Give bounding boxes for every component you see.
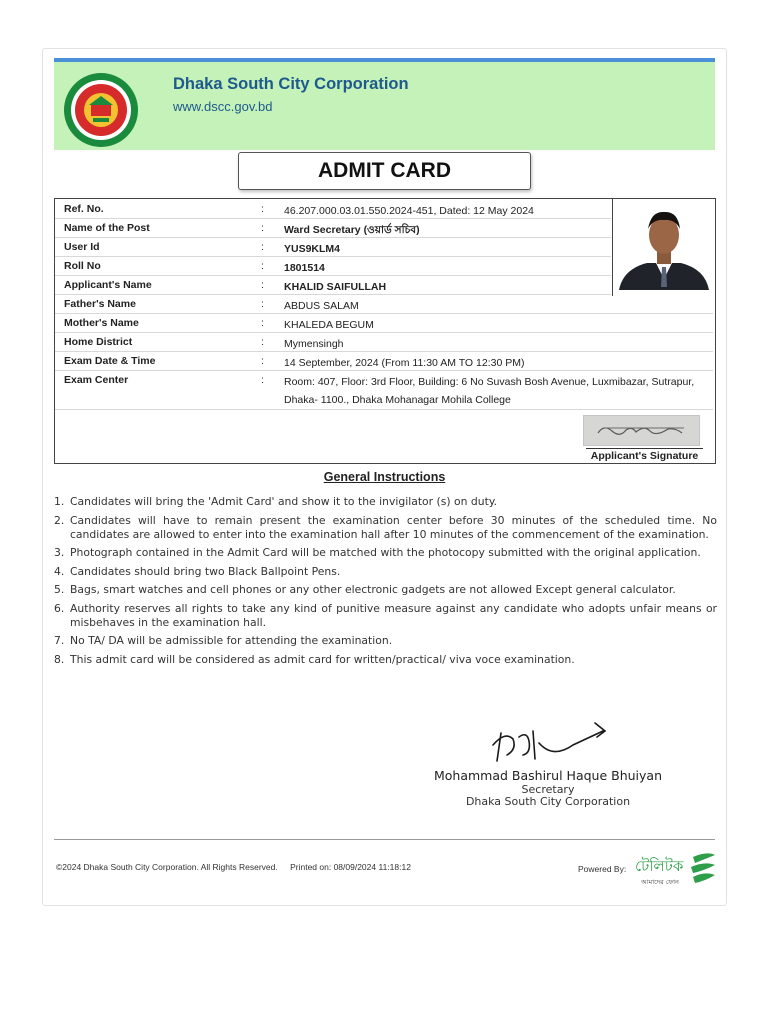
item-number: 7. bbox=[54, 634, 65, 647]
row-label: Ref. No. bbox=[64, 203, 104, 215]
item-number: 4. bbox=[54, 564, 65, 578]
footer-divider bbox=[54, 839, 715, 840]
row-colon: : bbox=[261, 203, 264, 215]
brand-tagline: আমাদের ফোন bbox=[641, 878, 679, 886]
item-number: 8. bbox=[54, 652, 65, 666]
info-row-ref-no bbox=[55, 199, 611, 219]
row-colon: : bbox=[261, 279, 264, 291]
item-number: 6. bbox=[54, 601, 65, 615]
printed-on-text: Printed on: 08/09/2024 11:18:12 bbox=[290, 862, 411, 872]
info-row-exam-center bbox=[55, 370, 713, 410]
item-text: Candidates will bring the 'Admit Card' and show it to the invigilator (s) on duty. bbox=[70, 495, 498, 508]
row-value: ABDUS SALAM bbox=[284, 300, 359, 312]
row-label: User Id bbox=[64, 241, 100, 253]
row-colon: : bbox=[261, 336, 264, 348]
brand-name: টেলিটক bbox=[635, 857, 684, 875]
info-row-exam-date bbox=[55, 351, 713, 371]
applicant-photo bbox=[612, 199, 715, 296]
instruction-item bbox=[54, 634, 717, 648]
info-row-post bbox=[55, 218, 611, 238]
row-label: Mother's Name bbox=[64, 317, 139, 329]
row-label: Name of the Post bbox=[64, 222, 150, 234]
row-label: Father's Name bbox=[64, 298, 136, 310]
row-value: 14 September, 2024 (From 11:30 AM TO 12:30 PM) bbox=[284, 357, 525, 369]
instruction-item bbox=[54, 546, 717, 560]
teletalk-logo-icon bbox=[635, 849, 717, 889]
instruction-item bbox=[54, 602, 717, 630]
item-number: 2. bbox=[54, 513, 65, 527]
row-value: KHALEDA BEGUM bbox=[284, 319, 374, 331]
admit-card bbox=[42, 48, 727, 906]
item-text: This admit card will be considered as admit card for written/practical/ viva voce examination. bbox=[70, 652, 575, 666]
applicant-info-table bbox=[54, 198, 716, 464]
admit-card-title: ADMIT CARD bbox=[238, 152, 531, 190]
footer-info bbox=[56, 862, 411, 872]
row-value: Room: 407, Floor: 3rd Floor, Building: 6 No Suvash Bosh Avenue, Luxmibazar, Sutrapur, Dhaka- 1100., Dhaka Mohanagar Mohila College bbox=[284, 376, 695, 406]
row-colon: : bbox=[261, 298, 264, 310]
secretary-organization: Dhaka South City Corporation bbox=[465, 795, 631, 808]
item-text: Candidates will have to remain present the examination center before 30 minutes of the scheduled time. No candidates are allowed to enter into the examination hall after 10 minutes of the commencement of the examination. bbox=[70, 513, 717, 541]
row-colon: : bbox=[261, 317, 264, 329]
dscc-logo-icon bbox=[63, 72, 139, 148]
info-row-mother-name bbox=[55, 313, 713, 333]
copyright-text: ©2024 Dhaka South City Corporation. All Rights Reserved. bbox=[56, 862, 278, 872]
item-text: No TA/ DA will be admissible for attending the examination. bbox=[70, 634, 393, 647]
secretary-signature bbox=[483, 709, 613, 769]
item-text: Photograph contained in the Admit Card will be matched with the photocopy submitted with the original application. bbox=[70, 546, 701, 559]
row-colon: : bbox=[261, 260, 264, 272]
row-colon: : bbox=[261, 222, 264, 234]
item-number: 1. bbox=[54, 495, 65, 508]
secretary-designation: Secretary bbox=[521, 783, 575, 796]
secretary-name: Mohammad Bashirul Haque Bhuiyan bbox=[433, 768, 663, 783]
row-colon: : bbox=[261, 355, 264, 367]
row-value: Mymensingh bbox=[284, 338, 344, 350]
applicant-signature-label: Applicant's Signature bbox=[586, 448, 703, 462]
general-instructions-title: General Instructions bbox=[323, 470, 446, 484]
row-colon: : bbox=[261, 374, 264, 386]
row-label: Home District bbox=[64, 336, 133, 348]
instructions-list bbox=[54, 495, 717, 671]
instruction-item bbox=[54, 583, 717, 597]
info-row-roll-no bbox=[55, 256, 611, 276]
row-value: KHALID SAIFULLAH bbox=[284, 281, 387, 293]
instruction-item bbox=[54, 495, 717, 509]
info-row-home-district bbox=[55, 332, 713, 352]
row-colon: : bbox=[261, 241, 264, 253]
org-name: Dhaka South City Corporation bbox=[173, 75, 409, 93]
item-text: Authority reserves all rights to take any kind of punitive measure against any candidate who adopts unfair means or misbehaves in the examination hall. bbox=[70, 601, 717, 629]
row-value: YUS9KLM4 bbox=[284, 243, 341, 255]
row-value: 46.207.000.03.01.550.2024-451, Dated: 12 May 2024 bbox=[284, 205, 534, 217]
instruction-item bbox=[54, 565, 717, 579]
item-number: 3. bbox=[54, 546, 65, 559]
instruction-item bbox=[54, 514, 717, 542]
row-value: Ward Secretary (ওয়ার্ড সচিব) bbox=[284, 224, 420, 236]
item-text: Candidates should bring two Black Ballpoint Pens. bbox=[70, 564, 341, 578]
row-label: Roll No bbox=[64, 260, 101, 272]
instruction-item bbox=[54, 653, 717, 667]
row-label: Applicant's Name bbox=[64, 279, 152, 291]
item-number: 5. bbox=[54, 583, 65, 596]
applicant-signature bbox=[583, 415, 700, 446]
row-label: Exam Center bbox=[64, 374, 129, 386]
org-url: www.dscc.gov.bd bbox=[173, 99, 273, 114]
info-row-applicant-name bbox=[55, 275, 611, 295]
row-label: Exam Date & Time bbox=[64, 355, 156, 367]
info-row-father-name bbox=[55, 294, 713, 314]
powered-by-label: Powered By: bbox=[578, 864, 627, 874]
header-banner bbox=[54, 58, 715, 150]
info-row-user-id bbox=[55, 237, 611, 257]
item-text: Bags, smart watches and cell phones or any other electronic gadgets are not allowed Except general calculator. bbox=[70, 583, 676, 596]
row-value: 1801514 bbox=[284, 262, 325, 274]
